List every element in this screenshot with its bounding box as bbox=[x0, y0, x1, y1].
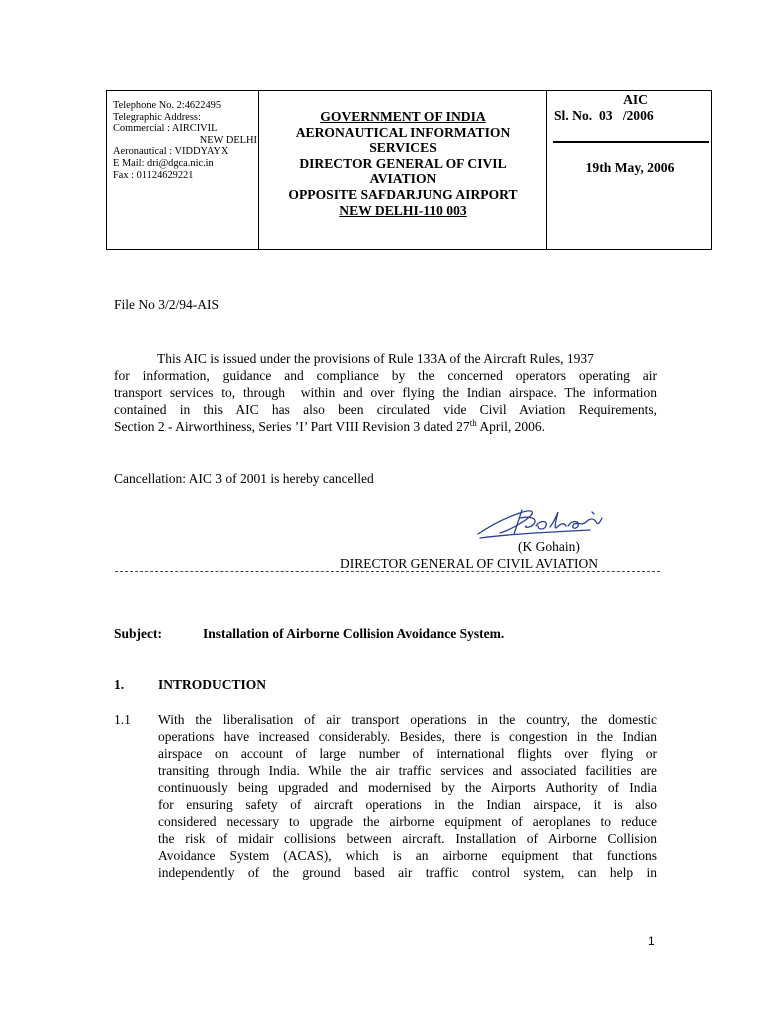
paragraph-line: considered necessary to upgrade the airborne equipment of aeroplanes to reduce bbox=[158, 814, 657, 829]
org-government: GOVERNMENT OF INDIA bbox=[320, 109, 486, 124]
contact-block bbox=[113, 100, 259, 181]
contact-aeronautical: Aeronautical : VIDDYAYX bbox=[113, 146, 229, 158]
signatory-title: DIRECTOR GENERAL OF CIVIL AVIATION bbox=[340, 556, 598, 571]
paragraph-line: continuously being upgraded and modernised by the Airports Authority of India bbox=[158, 780, 657, 795]
org-address: OPPOSITE SAFDARJUNG AIRPORT bbox=[288, 186, 518, 202]
aic-title: AIC bbox=[623, 92, 648, 107]
contact-commercial: Commercial : AIRCIVIL bbox=[113, 123, 218, 135]
intro-last-text-end: April, 2006. bbox=[476, 419, 545, 434]
paragraph-line: the risk of midair collisions between aircraft. Installation of Airborne Collision bbox=[158, 831, 657, 846]
paragraph-line: Avoidance System (ACAS), which is an airborne equipment that functions bbox=[158, 848, 657, 863]
paragraph-line: With the liberalisation of air transport operations in the country, the domestic bbox=[158, 712, 657, 727]
signature-image bbox=[470, 500, 620, 542]
contact-phone: Telephone No. 2:4622495 bbox=[113, 100, 222, 111]
section-number: 1. bbox=[114, 677, 125, 692]
org-dgca-line2: AVIATION bbox=[369, 171, 437, 187]
paragraph-line: airspace on account of large number of international flights over flying or bbox=[158, 746, 657, 761]
aic-block bbox=[547, 92, 713, 175]
paragraph-line: for ensuring safety of aircraft operations in the Indian airspace, it is also bbox=[158, 797, 657, 812]
contact-telegraphic: Telegraphic Address: bbox=[113, 111, 201, 123]
file-number: File No 3/2/94-AIS bbox=[114, 297, 220, 312]
paragraph-number: 1.1 bbox=[114, 712, 131, 727]
aic-serial: Sl. No. 03 /2006 bbox=[554, 107, 654, 123]
aic-divider bbox=[553, 141, 709, 143]
intro-line: for information, guidance and compliance by the concerned operators operating air bbox=[114, 368, 657, 383]
intro-line: This AIC is issued under the provisions of Rule 133A of the Aircraft Rules, 1937 bbox=[157, 351, 594, 366]
org-city: NEW DELHI-110 003 bbox=[339, 202, 467, 218]
intro-line: transport services to, through within and over flying the Indian airspace. The information bbox=[114, 385, 657, 400]
contact-fax: Fax : 01124629221 bbox=[113, 169, 194, 181]
intro-superscript: th bbox=[469, 418, 477, 428]
subject-label: Subject: bbox=[114, 626, 162, 641]
paragraph-body bbox=[158, 711, 657, 881]
signatory-name: (K Gohain) bbox=[518, 539, 580, 554]
org-ais-line1: AERONAUTICAL INFORMATION bbox=[295, 124, 511, 140]
header-table bbox=[106, 90, 712, 250]
paragraph-line: transiting through India. While the air traffic services and associated facilities are bbox=[158, 763, 657, 778]
org-ais-line2: SERVICES bbox=[369, 140, 437, 156]
section-heading: INTRODUCTION bbox=[158, 677, 267, 692]
organisation-block bbox=[259, 109, 547, 218]
paragraph-line: independently of the ground based air traffic control system, can help in bbox=[158, 865, 657, 880]
org-dgca-line1: DIRECTOR GENERAL OF CIVIL bbox=[299, 155, 507, 171]
contact-email: E Mail: dri@dgca.nic.in bbox=[113, 157, 214, 169]
intro-last-line bbox=[114, 418, 657, 435]
page-number: 1 bbox=[648, 934, 655, 948]
separator-dashed-line bbox=[115, 571, 660, 572]
aic-date: 19th May, 2006 bbox=[585, 160, 675, 175]
paragraph-line: operations have increased considerably. Besides, there is congestion in the Indian bbox=[158, 729, 657, 744]
intro-paragraph bbox=[114, 350, 657, 435]
contact-city: NEW DELHI bbox=[199, 134, 257, 146]
signature-icon bbox=[470, 500, 620, 542]
subject-text: Installation of Airborne Collision Avoidance System. bbox=[203, 626, 505, 641]
intro-last-text: Section 2 - Airworthiness, Series ’I’ Part VIII Revision 3 dated 27 bbox=[114, 419, 470, 434]
cancellation-note: Cancellation: AIC 3 of 2001 is hereby cancelled bbox=[114, 471, 374, 486]
intro-line: contained in this AIC has also been circulated vide Civil Aviation Requirements, bbox=[114, 402, 657, 417]
